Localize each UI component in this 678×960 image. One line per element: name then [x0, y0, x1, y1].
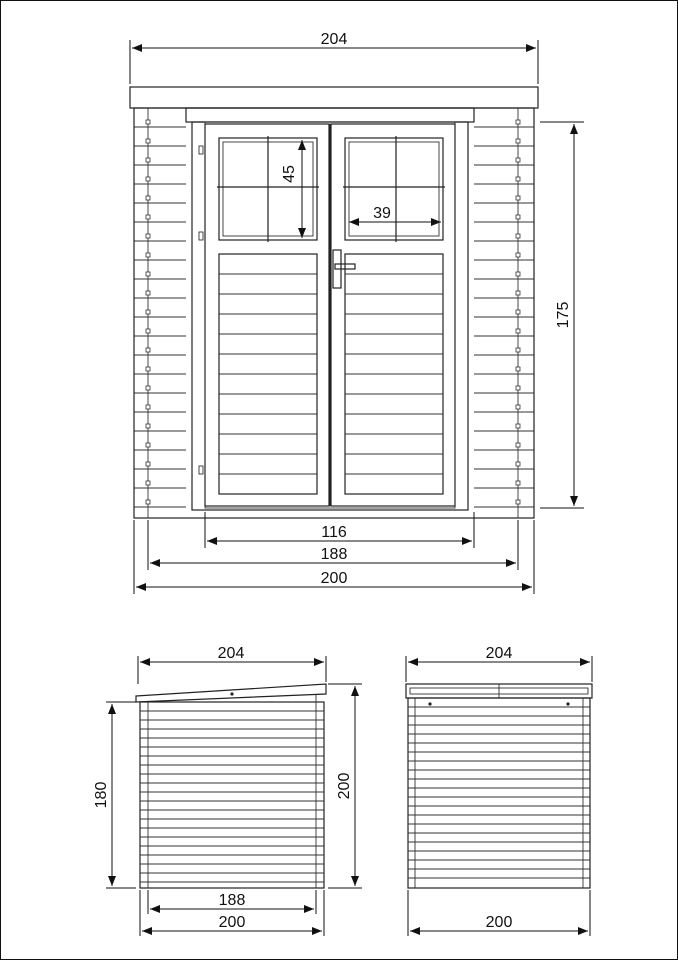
post-notch — [146, 272, 150, 276]
hinge-mid — [199, 232, 203, 240]
post-notch — [146, 234, 150, 238]
front-wall-planks — [134, 127, 534, 507]
post-notch — [146, 139, 150, 143]
post-notch — [516, 329, 520, 333]
left-post-notches — [146, 120, 150, 504]
post-notch — [516, 481, 520, 485]
post-notch — [146, 348, 150, 352]
post-notch — [516, 348, 520, 352]
post-notch — [146, 367, 150, 371]
door-left-boards — [219, 274, 317, 474]
side-wall-outline — [140, 702, 324, 888]
post-notch — [516, 177, 520, 181]
page-border — [1, 1, 678, 960]
side-total-depth-label: 200 — [218, 914, 246, 931]
door-leaf-left — [205, 124, 329, 506]
door-lintel — [186, 108, 474, 122]
post-notch — [146, 500, 150, 504]
side-high-height-label: 200 — [336, 772, 353, 800]
right-post-notches — [516, 120, 520, 504]
post-notch — [516, 500, 520, 504]
front-view — [130, 31, 584, 594]
post-notch — [516, 215, 520, 219]
post-notch — [516, 443, 520, 447]
post-notch — [146, 462, 150, 466]
post-notch — [516, 158, 520, 162]
post-notch — [146, 424, 150, 428]
window-width-label: 39 — [373, 205, 391, 222]
post-notch — [146, 120, 150, 124]
post-notch — [516, 367, 520, 371]
hinge-bottom — [199, 466, 203, 474]
post-notch — [516, 234, 520, 238]
front-total-width-label: 200 — [320, 570, 348, 587]
front-wall-outline — [134, 108, 534, 518]
post-notch — [146, 196, 150, 200]
side-roof-depth-label: 204 — [217, 645, 245, 662]
front-inner-width-label: 188 — [320, 546, 348, 563]
window-right — [345, 138, 443, 240]
back-roof-width-label: 204 — [485, 645, 513, 662]
door-width-label: 116 — [321, 524, 347, 541]
side-view — [93, 645, 362, 936]
post-notch — [516, 424, 520, 428]
side-low-height-label: 180 — [93, 781, 110, 809]
post-notch — [516, 386, 520, 390]
post-notch — [146, 158, 150, 162]
front-roof-width-label: 204 — [320, 31, 348, 48]
post-notch — [146, 443, 150, 447]
post-notch — [146, 405, 150, 409]
door-right-boards — [345, 274, 443, 474]
post-notch — [146, 329, 150, 333]
post-notch — [516, 272, 520, 276]
post-notch — [516, 196, 520, 200]
back-wall-outline — [408, 698, 590, 888]
post-notch — [146, 215, 150, 219]
post-notch — [146, 310, 150, 314]
post-notch — [146, 291, 150, 295]
door-leaf-right — [331, 124, 455, 506]
post-notch — [146, 177, 150, 181]
hinge-top — [199, 146, 203, 154]
front-height-label: 175 — [555, 301, 572, 329]
side-inner-depth-label: 188 — [218, 892, 246, 909]
post-notch — [146, 386, 150, 390]
post-notch — [516, 462, 520, 466]
back-wall-planks — [408, 707, 590, 878]
post-notch — [516, 405, 520, 409]
side-wall-planks — [140, 711, 324, 882]
post-notch — [146, 481, 150, 485]
back-total-width-label: 200 — [485, 914, 513, 931]
post-notch — [516, 139, 520, 143]
front-roof — [130, 87, 538, 108]
post-notch — [516, 310, 520, 314]
post-notch — [516, 291, 520, 295]
post-notch — [516, 120, 520, 124]
post-notch — [516, 253, 520, 257]
window-height-label: 45 — [281, 165, 298, 183]
post-notch — [146, 253, 150, 257]
back-view — [406, 645, 592, 936]
